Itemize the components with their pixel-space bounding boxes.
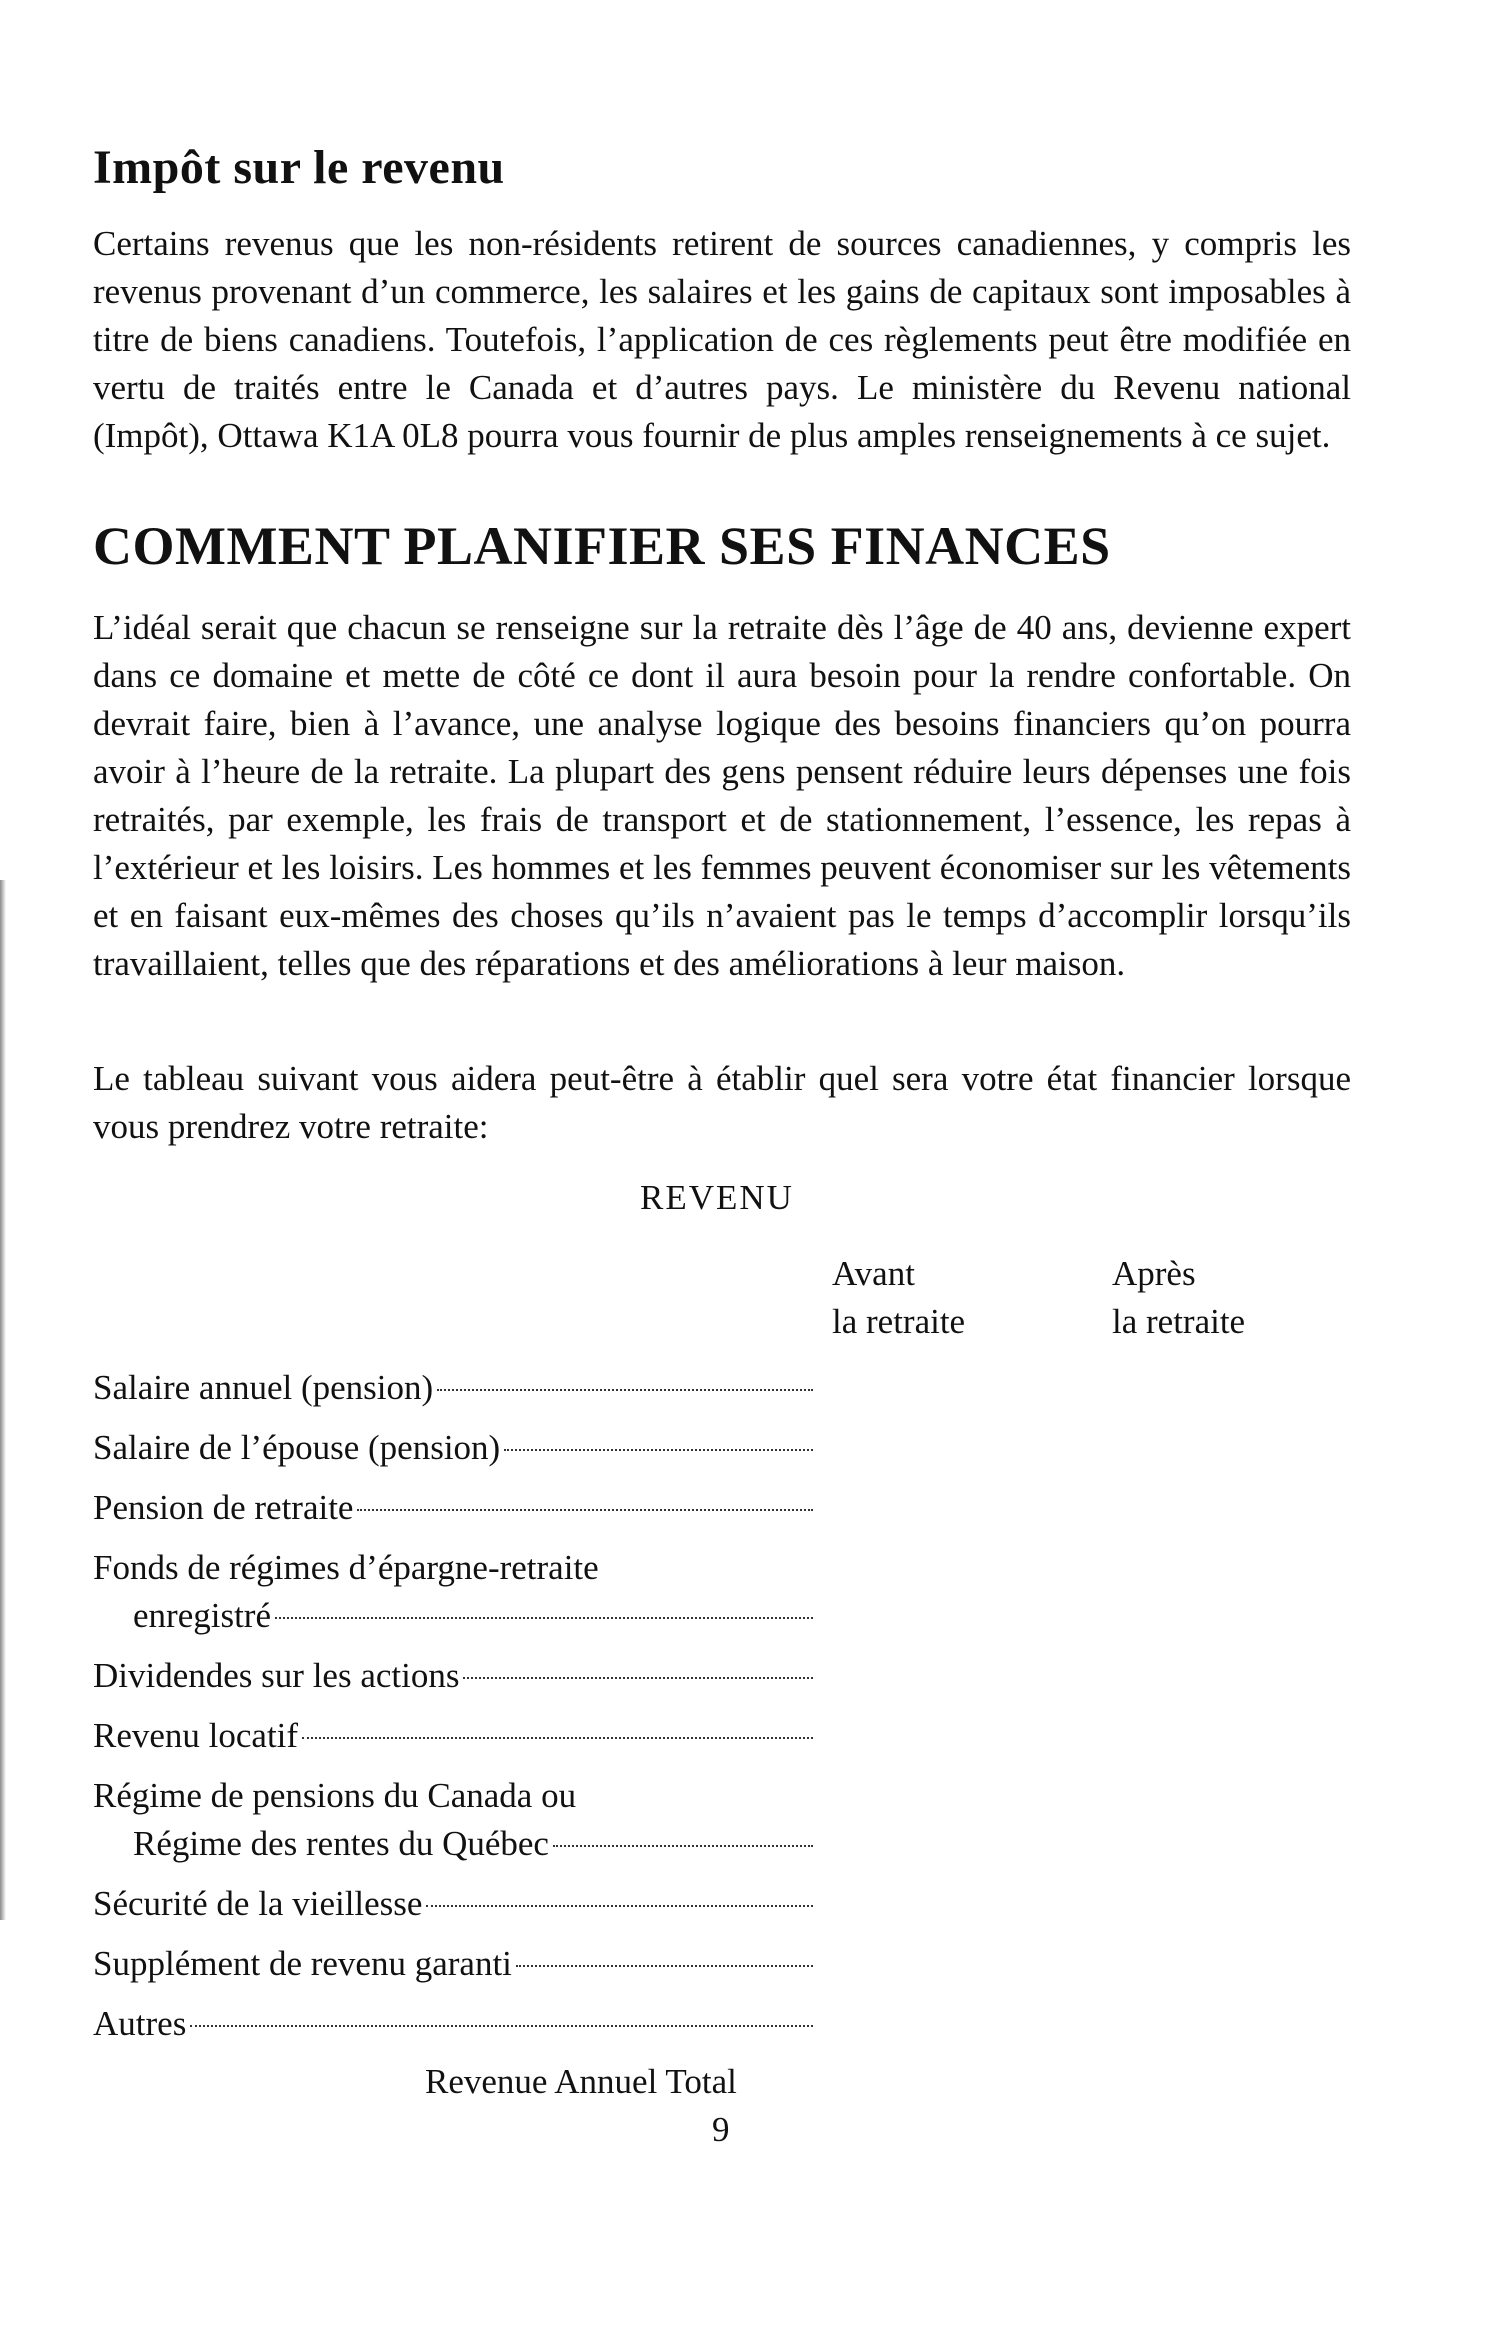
income-row-label: Autres [93,2004,187,2043]
dot-leader [357,1508,813,1511]
dot-leader [463,1676,813,1679]
income-row-label-line1: Fonds de régimes d’épargne-retraite [93,1548,599,1587]
dot-leader [275,1616,813,1619]
income-row-label: Sécurité de la vieillesse [93,1884,423,1923]
income-row [93,1772,813,1868]
income-row [93,1940,813,1988]
income-row-label-line2: Régime des rentes du Québec [133,1824,549,1863]
income-row [93,1652,813,1700]
income-row [93,1364,813,1412]
income-row-label: Supplément de revenu garanti [93,1944,512,1983]
income-row-label: Revenu locatif [93,1716,299,1755]
income-row-label: Dividendes sur les actions [93,1656,460,1695]
column-header-after [1112,1250,1245,1346]
table-intro-paragraph: Le tableau suivant vous aidera peut-être à établir quel sera votre état financier lorsque vous prendrez votre retraite: [93,1059,1351,1146]
income-row-label-line1: Régime de pensions du Canada ou [93,1776,577,1815]
dot-leader [504,1448,813,1451]
dot-leader [426,1904,813,1907]
income-row [93,1880,813,1928]
income-row [93,1484,813,1532]
column-header-before-line2: la retraite [832,1302,966,1341]
column-header-before [832,1250,965,1346]
income-row-label-line2: enregistré [133,1596,271,1635]
income-tax-paragraph: Certains revenus que les non-résidents retirent de sources canadiennes, y compris les revenus provenant d’un commerce, les salaires et les gains de capitaux sont imposables à titre de biens canadiens. Toutefois, l’application de ces règlements peut être modifiée en vertu de traités entre le Canada et d’autres pays. Le ministère du Revenu national (Impôt), Ottawa K1A 0L8 pourra vous fournir de plus amples renseignements à ce sujet. [93,224,1351,455]
financial-planning-paragraph: L’idéal serait que chacun se renseigne sur la retraite dès l’âge de 40 ans, devienne expert dans ce domaine et mette de côté ce dont il aura besoin pour la rendre confortable. On devrait faire, bien à l’avance, une analyse logique des besoins financiers qu’on pourra avoir à l’heure de la retraite. La plupart des gens pensent réduire leurs dépenses une fois retraités, par exemple, les frais de transport et de stationnement, l’essence, les repas à l’extérieur et les loisirs. Les hommes et les femmes peuvent économiser sur les vêtements et en faisant eux-mêmes des choses qu’ils n’avaient pas le temps d’accomplir lorsqu’ils travaillaient, telles que des réparations et des améliorations à leur maison. [93,608,1351,983]
column-header-after-line2: la retraite [1112,1302,1246,1341]
section-heading-income-tax: Impôt sur le revenu [93,141,505,194]
table-title: REVENU [640,1178,794,1217]
income-row [93,1544,813,1640]
income-rows [93,1364,813,2060]
dot-leader [190,2024,813,2027]
scan-edge-shadow [0,880,6,1920]
dot-leader [437,1388,813,1391]
income-row-label: Salaire de l’épouse (pension) [93,1428,501,1467]
dot-leader [516,1964,813,1967]
income-row-label: Salaire annuel (pension) [93,1368,434,1407]
income-row [93,2000,813,2048]
column-header-after-line1: Après [1112,1254,1196,1293]
column-header-before-line1: Avant [832,1254,915,1293]
dot-leader [302,1736,813,1739]
dot-leader [553,1844,813,1847]
section-heading-financial-planning: COMMENT PLANIFIER SES FINANCES [93,516,1111,576]
income-row [93,1712,813,1760]
page-number: 9 [712,2110,730,2149]
total-label: Revenue Annuel Total [425,2062,737,2101]
income-row-label: Pension de retraite [93,1488,354,1527]
income-row [93,1424,813,1472]
